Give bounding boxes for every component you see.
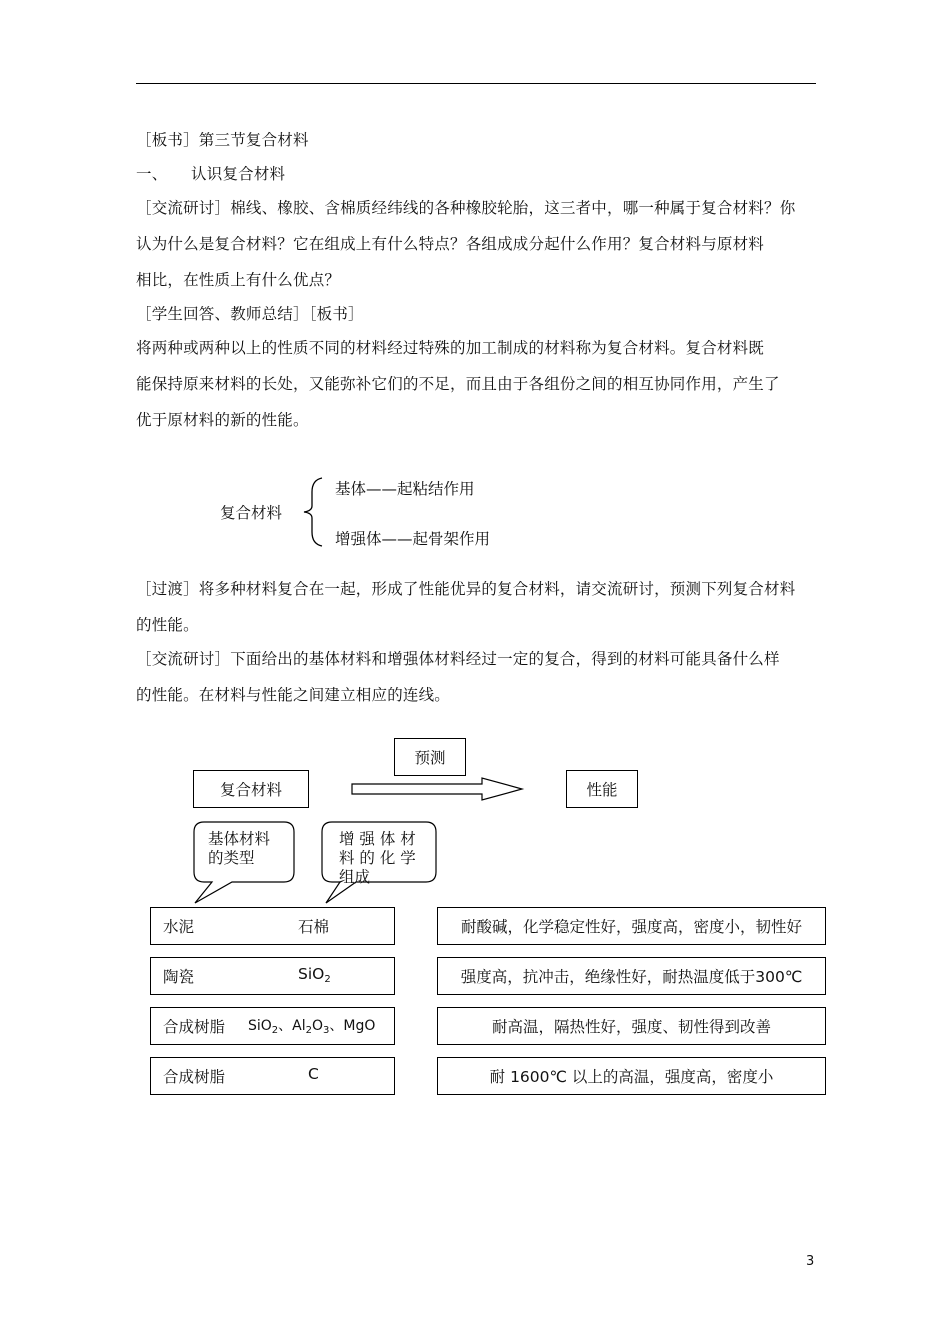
bubble-1-line-1: 基体材料 — [208, 830, 271, 848]
matrix-material: 陶瓷 — [163, 968, 195, 986]
text-line-13: 的性能。在材料与性能之间建立相应的连线。 — [136, 686, 451, 704]
text-line-2: 一、 认识复合材料 — [136, 165, 286, 183]
page-number: 3 — [806, 1254, 815, 1269]
brace-label: 复合材料 — [220, 504, 283, 522]
property-text: 耐高温，隔热性好，强度、韧性得到改善 — [491, 1018, 771, 1036]
matrix-material: 水泥 — [163, 918, 195, 936]
text-line-9: 优于原材料的新的性能。 — [136, 411, 309, 429]
composite-material-label: 复合材料 — [219, 781, 282, 799]
text-line-6: ［学生回答、教师总结］［板书］ — [136, 305, 364, 323]
property-text: 强度高，抗冲击，绝缘性好，耐热温度低于300℃ — [460, 968, 803, 986]
matrix-material: 合成树脂 — [163, 1068, 226, 1086]
property-row-4 — [437, 1057, 826, 1095]
text-line-3: ［交流研讨］棉线、橡胶、含棉质经纬线的各种橡胶轮胎，这三者中，哪一种属于复合材料？你 — [136, 199, 796, 217]
property-row-1 — [437, 907, 826, 945]
reinforce-material: SiO$_2$ — [298, 965, 331, 985]
bubble-2-line-1: 增 强 体 材 — [339, 830, 416, 848]
property-row-3 — [437, 1007, 826, 1045]
predict-arrow — [352, 778, 522, 800]
brace-top-item: 基体——起粘结作用 — [335, 480, 475, 498]
text-line-8: 能保持原来材料的长处，又能弥补它们的不足，而且由于各组份之间的相互协同作用，产生了 — [136, 375, 780, 393]
material-row-4 — [150, 1057, 395, 1095]
reinforce-material: 石棉 — [298, 918, 330, 936]
property-row-2 — [437, 957, 826, 995]
brace-bottom-item: 增强体——起骨架作用 — [335, 530, 491, 548]
bubble-1-line-2: 的类型 — [208, 849, 255, 867]
property-label: 性能 — [586, 781, 618, 799]
property-text: 耐酸碱，化学稳定性好，强度高，密度小，韧性好 — [460, 918, 802, 936]
text-line-1: ［板书］第三节复合材料 — [136, 131, 309, 149]
text-line-4: 认为什么是复合材料？它在组成上有什么特点？各组成成分起什么作用？复合材料与原材料 — [136, 235, 765, 253]
text-line-11: 的性能。 — [136, 616, 199, 634]
reinforce-material: SiO$_2$、$Al_2O_3$、MgO — [248, 1018, 376, 1036]
reinforce-material: C — [308, 1065, 319, 1083]
bubble-2-line-2: 料 的 化 学 — [339, 849, 416, 867]
text-line-5: 相比，在性质上有什么优点？ — [136, 271, 341, 289]
material-row-3 — [150, 1007, 395, 1045]
material-row-1 — [150, 907, 395, 945]
matrix-material: 合成树脂 — [163, 1018, 226, 1036]
text-line-10: ［过渡］将多种材料复合在一起，形成了性能优异的复合材料，请交流研讨，预测下列复合材料 — [136, 580, 796, 598]
predict-label: 预测 — [414, 749, 446, 767]
text-line-7: 将两种或两种以上的性质不同的材料经过特殊的加工制成的材料称为复合材料。复合材料既 — [136, 339, 765, 357]
property-text: 耐 1600℃ 以上的高温，强度高，密度小 — [489, 1068, 774, 1086]
material-row-2 — [150, 957, 395, 995]
bubble-2-line-3: 组成 — [339, 868, 371, 886]
text-line-12: ［交流研讨］下面给出的基体材料和增强体材料经过一定的复合，得到的材料可能具备什么样 — [136, 650, 780, 668]
